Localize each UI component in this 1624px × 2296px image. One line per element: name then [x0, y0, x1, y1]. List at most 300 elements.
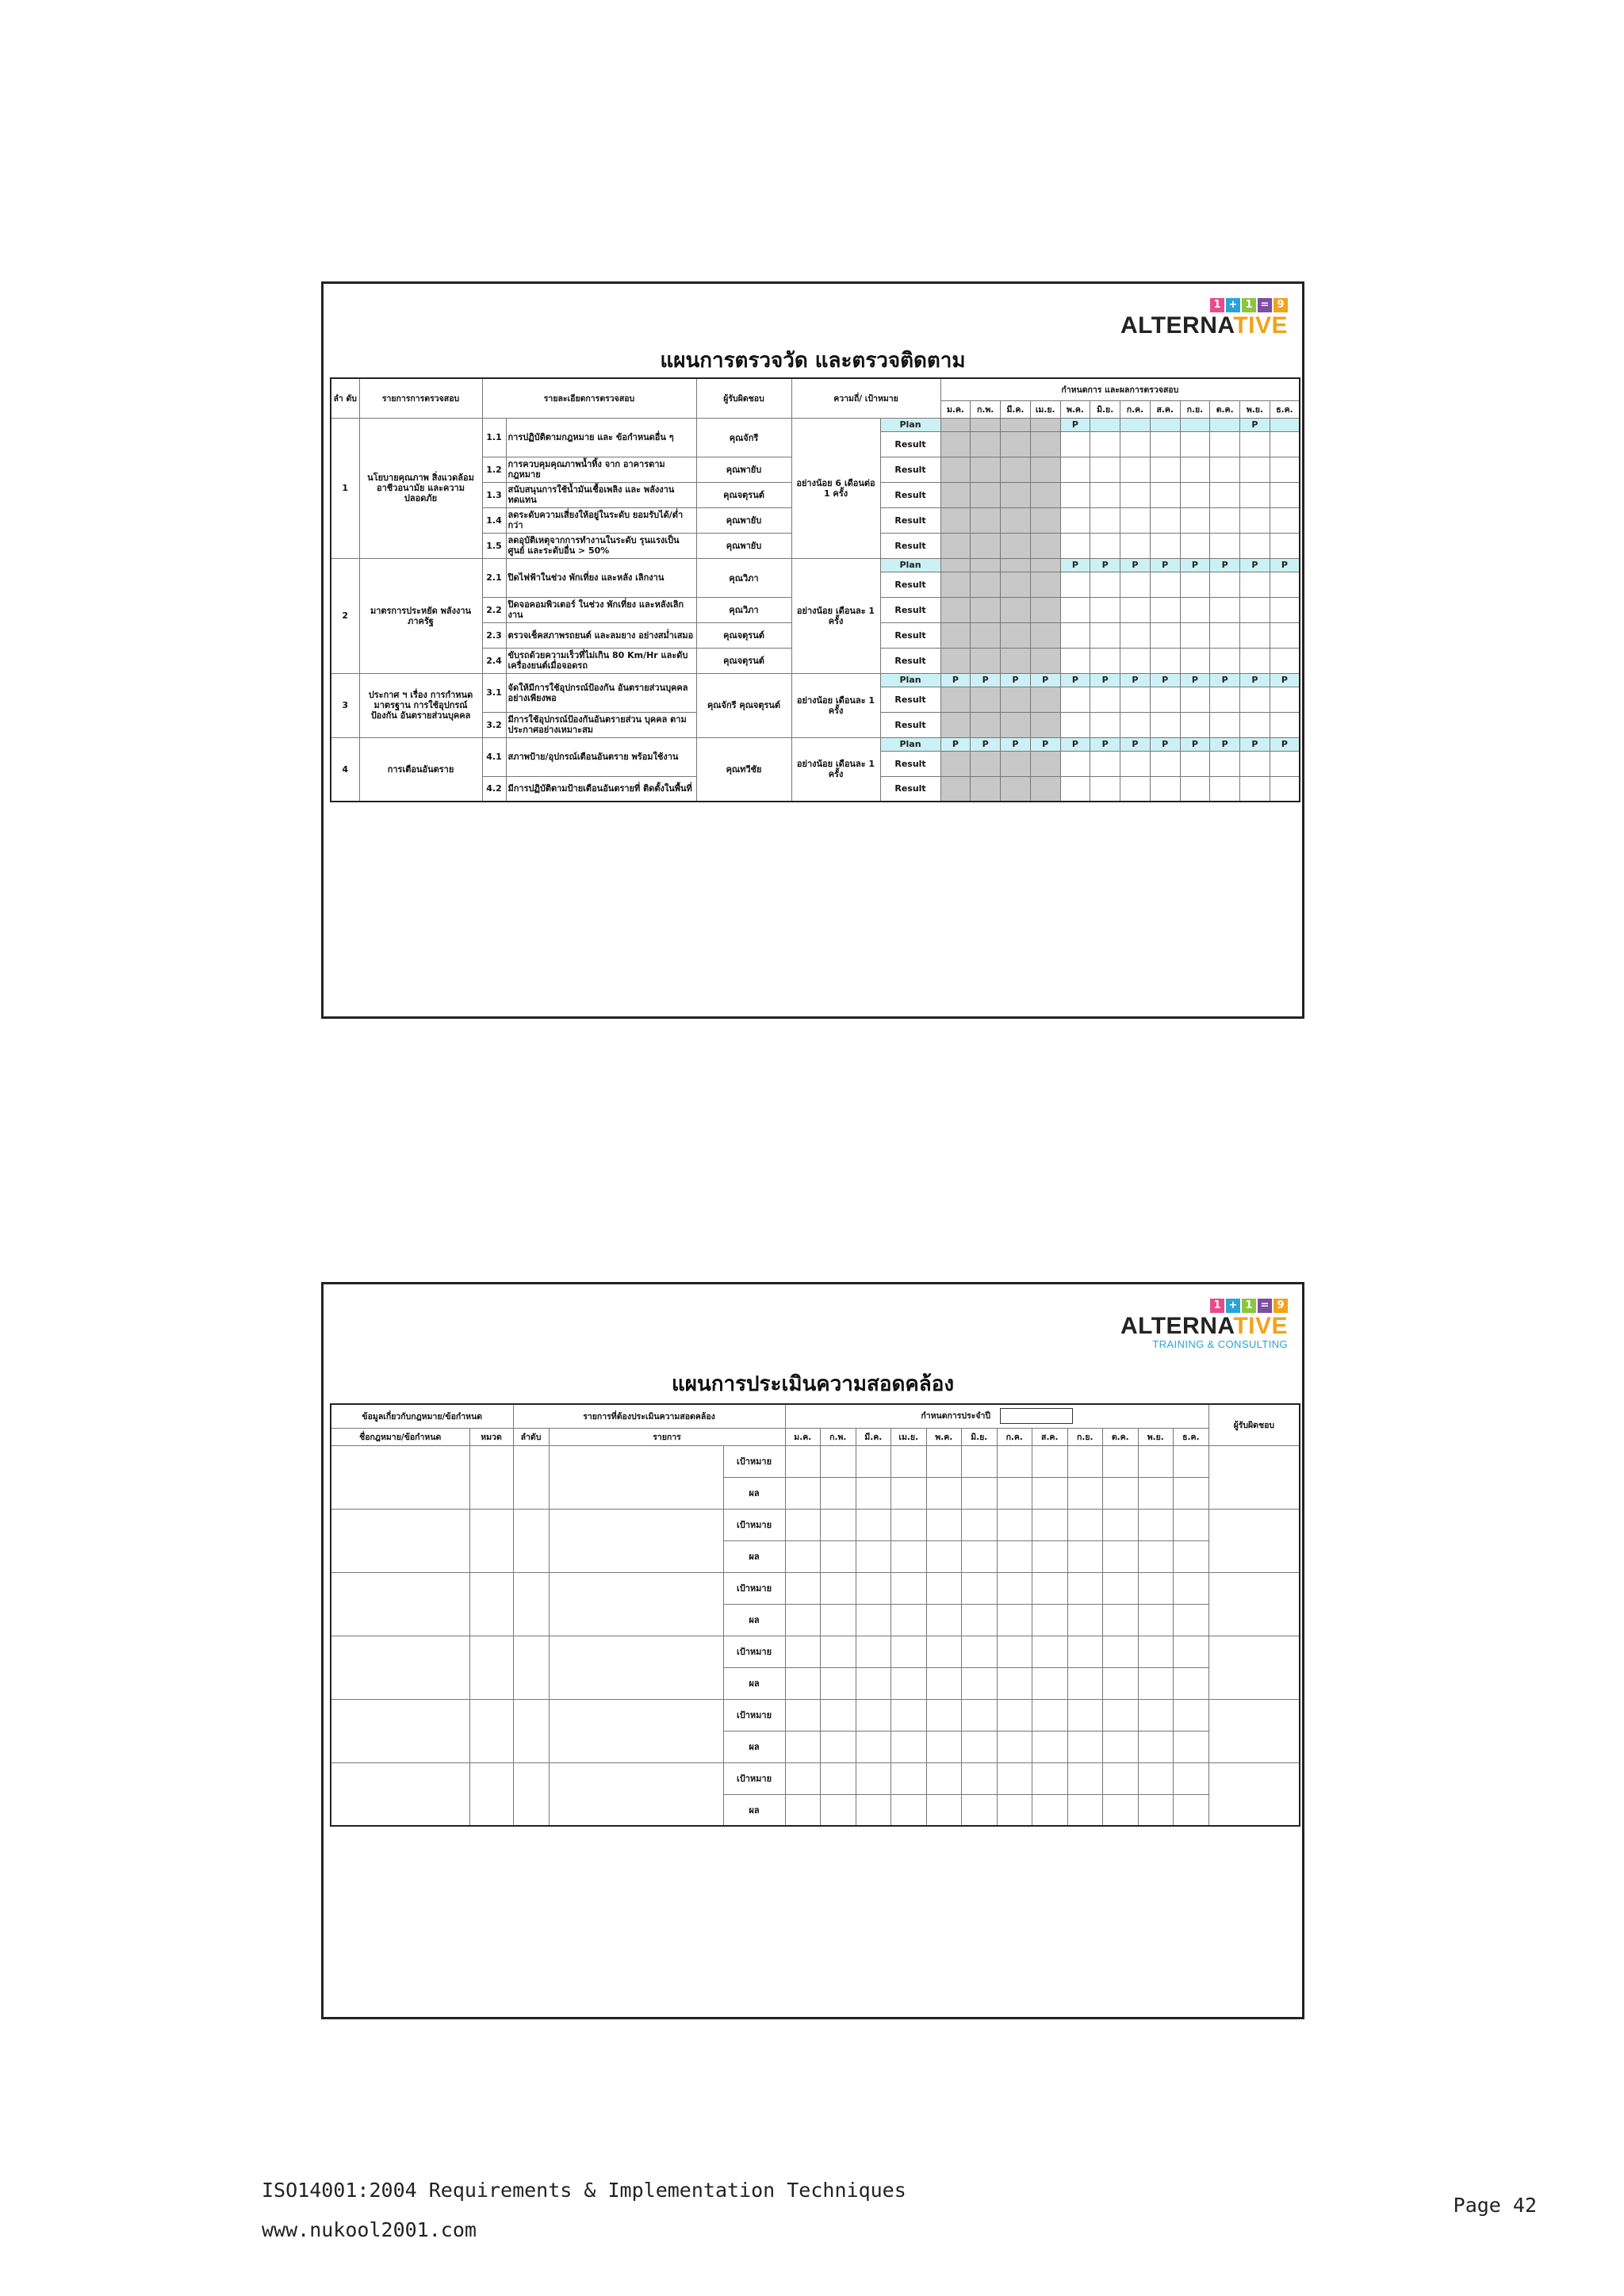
month-cell[interactable]: [1103, 1731, 1139, 1762]
month-cell: [1030, 751, 1060, 776]
month-cell[interactable]: [821, 1445, 856, 1477]
month-cell: [1060, 687, 1090, 712]
month-cell[interactable]: [1138, 1794, 1174, 1826]
month-cell[interactable]: [1032, 1540, 1068, 1572]
month-cell[interactable]: [821, 1604, 856, 1636]
plan-mark: P: [1180, 737, 1210, 751]
month-cell[interactable]: [856, 1540, 891, 1572]
month-cell[interactable]: [821, 1477, 856, 1509]
month-cell: [1150, 507, 1180, 533]
month-cell[interactable]: [962, 1667, 998, 1699]
month-cell[interactable]: [891, 1731, 927, 1762]
owner: คุณจตุรนต์: [696, 482, 791, 507]
month-cell: [1270, 597, 1300, 622]
month-cell: [1090, 622, 1120, 648]
section-cell[interactable]: [469, 1699, 513, 1762]
month-cell[interactable]: [926, 1604, 962, 1636]
month-cell[interactable]: [997, 1604, 1032, 1636]
month-cell[interactable]: [1138, 1509, 1174, 1540]
month-cell[interactable]: [821, 1667, 856, 1699]
month-cell[interactable]: [1067, 1731, 1103, 1762]
month-cell: [1150, 457, 1180, 482]
month-cell[interactable]: [1032, 1445, 1068, 1477]
month-cell: [1240, 457, 1270, 482]
month-cell: [1270, 648, 1300, 673]
owner: คุณจตุรนต์: [696, 622, 791, 648]
result-label: Result: [880, 507, 940, 533]
month-cell[interactable]: [785, 1445, 821, 1477]
month-cell[interactable]: [891, 1540, 927, 1572]
logo-block: 9: [1274, 1299, 1288, 1313]
month-cell[interactable]: [1103, 1572, 1139, 1604]
month-cell[interactable]: [962, 1477, 998, 1509]
month-cell[interactable]: [785, 1699, 821, 1731]
col-header-law-name: ชื่อกฎหมาย/ข้อกำหนด: [331, 1428, 469, 1445]
col-header-owner: ผู้รับผิดชอบ: [1208, 1404, 1300, 1445]
month-cell: [1001, 457, 1031, 482]
month-cell[interactable]: [1067, 1509, 1103, 1540]
month-cell: [1060, 648, 1090, 673]
month-cell[interactable]: [962, 1445, 998, 1477]
month-cell[interactable]: [891, 1445, 927, 1477]
month-cell: [1090, 572, 1120, 597]
month-cell[interactable]: [856, 1636, 891, 1667]
month-cell[interactable]: [1032, 1636, 1068, 1667]
plan-mark: P: [1060, 418, 1090, 431]
item-cell[interactable]: [549, 1699, 723, 1762]
detail-code: 1.2: [482, 457, 506, 482]
month-cell: [1060, 533, 1090, 558]
month-cell[interactable]: [1067, 1477, 1103, 1509]
month-cell[interactable]: [1138, 1604, 1174, 1636]
table-row: [331, 673, 1300, 687]
month-cell: [1090, 776, 1120, 802]
month-cell[interactable]: [785, 1794, 821, 1826]
month-cell[interactable]: [1032, 1731, 1068, 1762]
month-cell[interactable]: [891, 1794, 927, 1826]
col-header-item: รายการการตรวจสอบ: [359, 378, 482, 418]
target-label: เป้าหมาย: [723, 1699, 785, 1731]
slide-monitoring-plan: [321, 281, 1304, 1019]
target-label: เป้าหมาย: [723, 1636, 785, 1667]
month-cell: [1240, 712, 1270, 737]
month-cell[interactable]: [1138, 1731, 1174, 1762]
month-cell[interactable]: [785, 1667, 821, 1699]
month-cell[interactable]: [821, 1731, 856, 1762]
month-cell[interactable]: [1032, 1509, 1068, 1540]
month-header: พ.ค.: [1060, 400, 1090, 418]
detail-text: ลดอุบัติเหตุจากการทำงานในระดับ รุนแรงเป็นศูนย์ และระดับอื่น > 50%: [506, 533, 696, 558]
order-cell[interactable]: [513, 1572, 549, 1636]
law-name-cell[interactable]: [331, 1509, 469, 1572]
month-cell[interactable]: [1174, 1699, 1209, 1731]
month-cell[interactable]: [962, 1731, 998, 1762]
month-cell[interactable]: [856, 1572, 891, 1604]
col-header-detail: รายละเอียดการตรวจสอบ: [482, 378, 696, 418]
month-cell: [1030, 457, 1060, 482]
month-cell[interactable]: [856, 1762, 891, 1794]
month-cell: [1270, 418, 1300, 431]
table-row: [331, 558, 1300, 572]
month-cell: [1030, 482, 1060, 507]
month-cell: [1060, 507, 1090, 533]
month-cell: [1270, 776, 1300, 802]
month-cell: [1030, 648, 1060, 673]
month-cell[interactable]: [1138, 1572, 1174, 1604]
month-cell[interactable]: [997, 1636, 1032, 1667]
month-cell: [1030, 572, 1060, 597]
month-cell: [1150, 622, 1180, 648]
table-row: [331, 1445, 1300, 1477]
month-cell[interactable]: [821, 1509, 856, 1540]
month-cell: [940, 533, 971, 558]
month-cell[interactable]: [997, 1667, 1032, 1699]
month-cell[interactable]: [891, 1762, 927, 1794]
month-cell[interactable]: [1138, 1636, 1174, 1667]
item-cell[interactable]: [549, 1762, 723, 1826]
month-cell: [1210, 418, 1240, 431]
month-cell[interactable]: [785, 1572, 821, 1604]
owner-cell[interactable]: [1208, 1445, 1300, 1509]
plan-mark: P: [1001, 737, 1031, 751]
month-cell[interactable]: [821, 1540, 856, 1572]
month-cell: [1180, 482, 1210, 507]
item-cell[interactable]: [549, 1636, 723, 1699]
month-cell[interactable]: [1032, 1477, 1068, 1509]
month-cell[interactable]: [1174, 1572, 1209, 1604]
plan-mark: P: [1120, 673, 1151, 687]
month-cell: [1240, 776, 1270, 802]
month-cell: [940, 776, 971, 802]
month-cell[interactable]: [962, 1699, 998, 1731]
table-row: [331, 1699, 1300, 1731]
month-cell[interactable]: [1174, 1604, 1209, 1636]
month-header: มิ.ย.: [1090, 400, 1120, 418]
month-cell[interactable]: [1032, 1604, 1068, 1636]
section-cell[interactable]: [469, 1762, 513, 1826]
month-cell[interactable]: [856, 1667, 891, 1699]
result-label: Result: [880, 597, 940, 622]
month-cell[interactable]: [785, 1477, 821, 1509]
order-cell[interactable]: [513, 1509, 549, 1572]
month-cell[interactable]: [1174, 1477, 1209, 1509]
month-cell[interactable]: [785, 1540, 821, 1572]
frequency: อย่างน้อย เดือนละ 1 ครั้ง: [791, 673, 880, 737]
detail-code: 1.5: [482, 533, 506, 558]
compliance-plan-table: [330, 1403, 1300, 1827]
month-cell[interactable]: [856, 1509, 891, 1540]
month-cell[interactable]: [1103, 1794, 1139, 1826]
month-cell[interactable]: [1067, 1699, 1103, 1731]
logo-block: 9: [1274, 298, 1288, 312]
month-cell[interactable]: [1103, 1699, 1139, 1731]
month-cell: [971, 558, 1001, 572]
month-cell[interactable]: [962, 1540, 998, 1572]
month-cell: [940, 431, 971, 457]
month-cell[interactable]: [856, 1477, 891, 1509]
law-name-cell[interactable]: [331, 1445, 469, 1509]
month-cell[interactable]: [997, 1540, 1032, 1572]
plan-mark: P: [1150, 558, 1180, 572]
month-cell: [1060, 776, 1090, 802]
month-cell: [1210, 572, 1240, 597]
month-cell: [1180, 533, 1210, 558]
month-cell[interactable]: [1174, 1731, 1209, 1762]
plan-mark: P: [1240, 558, 1270, 572]
month-cell[interactable]: [1103, 1762, 1139, 1794]
month-cell[interactable]: [926, 1762, 962, 1794]
owner: คุณวิภา: [696, 558, 791, 597]
month-cell[interactable]: [1067, 1572, 1103, 1604]
month-cell[interactable]: [821, 1762, 856, 1794]
month-cell: [1090, 751, 1120, 776]
month-cell[interactable]: [891, 1509, 927, 1540]
result-label: Result: [880, 712, 940, 737]
month-cell: [1001, 597, 1031, 622]
month-cell[interactable]: [997, 1572, 1032, 1604]
month-cell[interactable]: [1174, 1445, 1209, 1477]
month-cell[interactable]: [926, 1699, 962, 1731]
month-cell[interactable]: [1138, 1477, 1174, 1509]
month-header: มิ.ย.: [962, 1428, 998, 1445]
plan-mark: P: [1210, 737, 1240, 751]
month-cell: [1030, 597, 1060, 622]
month-cell[interactable]: [926, 1509, 962, 1540]
month-cell: [1270, 482, 1300, 507]
month-cell[interactable]: [1138, 1762, 1174, 1794]
month-cell[interactable]: [1032, 1667, 1068, 1699]
month-cell[interactable]: [997, 1794, 1032, 1826]
month-cell[interactable]: [926, 1477, 962, 1509]
month-cell[interactable]: [997, 1699, 1032, 1731]
order-cell[interactable]: [513, 1762, 549, 1826]
month-cell[interactable]: [785, 1762, 821, 1794]
month-cell[interactable]: [891, 1699, 927, 1731]
month-cell: [1060, 431, 1090, 457]
month-cell[interactable]: [1103, 1509, 1139, 1540]
group-item: การเตือนอันตราย: [359, 737, 482, 802]
month-cell[interactable]: [785, 1636, 821, 1667]
month-cell[interactable]: [1138, 1540, 1174, 1572]
month-cell: [1150, 712, 1180, 737]
month-cell[interactable]: [962, 1636, 998, 1667]
order-cell[interactable]: [513, 1699, 549, 1762]
month-cell: [1120, 751, 1151, 776]
plan-mark: P: [1180, 558, 1210, 572]
result-label: ผล: [723, 1667, 785, 1699]
month-cell: [1030, 687, 1060, 712]
month-cell: [1001, 712, 1031, 737]
month-cell: [1001, 776, 1031, 802]
month-cell[interactable]: [785, 1731, 821, 1762]
month-cell: [1270, 712, 1300, 737]
month-cell[interactable]: [1067, 1762, 1103, 1794]
month-cell: [1090, 418, 1120, 431]
result-label: Result: [880, 482, 940, 507]
month-cell: [940, 712, 971, 737]
section-cell[interactable]: [469, 1445, 513, 1509]
month-cell: [1210, 687, 1240, 712]
item-cell[interactable]: [549, 1445, 723, 1509]
month-cell[interactable]: [926, 1572, 962, 1604]
plan-label: Plan: [880, 558, 940, 572]
month-cell[interactable]: [891, 1667, 927, 1699]
plan-mark: P: [1240, 673, 1270, 687]
section-cell[interactable]: [469, 1509, 513, 1572]
month-cell[interactable]: [1067, 1636, 1103, 1667]
month-cell[interactable]: [926, 1731, 962, 1762]
table-row: [331, 1636, 1300, 1667]
month-cell[interactable]: [1103, 1604, 1139, 1636]
month-cell[interactable]: [997, 1731, 1032, 1762]
month-cell[interactable]: [1174, 1762, 1209, 1794]
law-name-cell[interactable]: [331, 1762, 469, 1826]
order-cell[interactable]: [513, 1636, 549, 1699]
month-cell[interactable]: [926, 1445, 962, 1477]
month-cell[interactable]: [1174, 1794, 1209, 1826]
section-cell[interactable]: [469, 1572, 513, 1636]
month-cell[interactable]: [856, 1731, 891, 1762]
month-cell[interactable]: [1138, 1699, 1174, 1731]
month-cell: [1150, 533, 1180, 558]
month-cell[interactable]: [856, 1445, 891, 1477]
month-cell[interactable]: [1032, 1572, 1068, 1604]
plan-mark: P: [1270, 673, 1300, 687]
month-cell[interactable]: [1103, 1477, 1139, 1509]
month-cell: [1270, 457, 1300, 482]
month-cell[interactable]: [1067, 1794, 1103, 1826]
month-cell[interactable]: [997, 1762, 1032, 1794]
month-cell[interactable]: [997, 1509, 1032, 1540]
detail-text: ปิดจอคอมพิวเตอร์ ในช่วง พักเที่ยง และหลังเลิกงาน: [506, 597, 696, 622]
month-cell[interactable]: [891, 1477, 927, 1509]
month-cell[interactable]: [1067, 1540, 1103, 1572]
plan-mark: P: [1240, 418, 1270, 431]
month-cell[interactable]: [962, 1794, 998, 1826]
owner: คุณจักรี: [696, 418, 791, 457]
month-cell[interactable]: [821, 1572, 856, 1604]
month-cell[interactable]: [1174, 1667, 1209, 1699]
month-cell: [1001, 572, 1031, 597]
month-header: ส.ค.: [1032, 1428, 1068, 1445]
month-cell[interactable]: [891, 1604, 927, 1636]
law-name-cell[interactable]: [331, 1636, 469, 1699]
owner-cell[interactable]: [1208, 1762, 1300, 1826]
month-cell[interactable]: [926, 1540, 962, 1572]
month-cell: [971, 622, 1001, 648]
month-cell[interactable]: [1138, 1445, 1174, 1477]
plan-mark: P: [1240, 737, 1270, 751]
month-cell[interactable]: [821, 1794, 856, 1826]
month-cell[interactable]: [962, 1762, 998, 1794]
month-cell: [1001, 558, 1031, 572]
month-cell[interactable]: [1067, 1667, 1103, 1699]
month-cell[interactable]: [821, 1699, 856, 1731]
month-cell[interactable]: [1174, 1540, 1209, 1572]
month-cell: [1090, 597, 1120, 622]
month-cell[interactable]: [891, 1572, 927, 1604]
col-header-schedule: กำหนดการ และผลการตรวจสอบ: [940, 378, 1300, 400]
month-cell[interactable]: [1067, 1604, 1103, 1636]
month-cell[interactable]: [856, 1699, 891, 1731]
page-number: Page 42: [1453, 2194, 1537, 2217]
owner-cell[interactable]: [1208, 1636, 1300, 1699]
owner-cell[interactable]: [1208, 1509, 1300, 1572]
month-cell[interactable]: [997, 1477, 1032, 1509]
month-cell[interactable]: [926, 1667, 962, 1699]
section-cell[interactable]: [469, 1636, 513, 1699]
month-cell[interactable]: [962, 1572, 998, 1604]
month-cell[interactable]: [1138, 1667, 1174, 1699]
month-cell[interactable]: [962, 1604, 998, 1636]
group-item: มาตรการประหยัด พลังงาน ภาครัฐ: [359, 558, 482, 673]
result-label: Result: [880, 687, 940, 712]
month-cell: [971, 687, 1001, 712]
month-cell: [1210, 751, 1240, 776]
month-cell[interactable]: [856, 1604, 891, 1636]
law-name-cell[interactable]: [331, 1699, 469, 1762]
month-header: ก.พ.: [971, 400, 1001, 418]
item-cell[interactable]: [549, 1509, 723, 1572]
month-cell: [1090, 533, 1120, 558]
month-cell[interactable]: [926, 1794, 962, 1826]
order-cell[interactable]: [513, 1445, 549, 1509]
month-header: ก.ค.: [997, 1428, 1032, 1445]
owner: คุณวิภา: [696, 597, 791, 622]
month-cell[interactable]: [997, 1445, 1032, 1477]
detail-text: ลดระดับความเสี่ยงให้อยู่ในระดับ ยอมรับได้/ต่ำกว่า: [506, 507, 696, 533]
item-cell[interactable]: [549, 1572, 723, 1636]
month-cell[interactable]: [785, 1604, 821, 1636]
logo-tagline: TRAINING & CONSULTING: [1152, 1338, 1288, 1350]
month-cell[interactable]: [1174, 1509, 1209, 1540]
month-cell[interactable]: [785, 1509, 821, 1540]
footer-url: www.nukool2001.com: [262, 2218, 477, 2241]
month-cell[interactable]: [926, 1636, 962, 1667]
month-cell[interactable]: [1067, 1445, 1103, 1477]
month-cell[interactable]: [856, 1794, 891, 1826]
month-cell[interactable]: [1032, 1699, 1068, 1731]
month-cell[interactable]: [1103, 1445, 1139, 1477]
month-cell: [1120, 457, 1151, 482]
month-header: มี.ค.: [856, 1428, 891, 1445]
month-cell[interactable]: [1174, 1636, 1209, 1667]
month-cell[interactable]: [1032, 1794, 1068, 1826]
owner-cell[interactable]: [1208, 1572, 1300, 1636]
month-cell[interactable]: [1103, 1667, 1139, 1699]
result-label: Result: [880, 572, 940, 597]
year-input-box[interactable]: [1000, 1408, 1073, 1424]
month-cell[interactable]: [821, 1636, 856, 1667]
month-cell: [1090, 457, 1120, 482]
detail-text: การควบคุมคุณภาพน้ำทิ้ง จาก อาคารตามกฎหมาย: [506, 457, 696, 482]
owner-cell[interactable]: [1208, 1699, 1300, 1762]
frequency: อย่างน้อย 6 เดือนต่อ 1 ครั้ง: [791, 418, 880, 558]
detail-text: การปฏิบัติตามกฎหมาย และ ข้อกำหนดอื่น ๆ: [506, 418, 696, 457]
plan-label: Plan: [880, 737, 940, 751]
month-cell[interactable]: [1032, 1762, 1068, 1794]
logo-wordmark: ALTERNATIVE: [1120, 1313, 1288, 1339]
month-cell[interactable]: [1103, 1636, 1139, 1667]
month-cell: [940, 648, 971, 673]
month-cell[interactable]: [1103, 1540, 1139, 1572]
month-cell[interactable]: [962, 1509, 998, 1540]
owner: คุณพายับ: [696, 533, 791, 558]
month-cell[interactable]: [891, 1636, 927, 1667]
month-cell: [940, 507, 971, 533]
frequency: อย่างน้อย เดือนละ 1 ครั้ง: [791, 558, 880, 673]
law-name-cell[interactable]: [331, 1572, 469, 1636]
